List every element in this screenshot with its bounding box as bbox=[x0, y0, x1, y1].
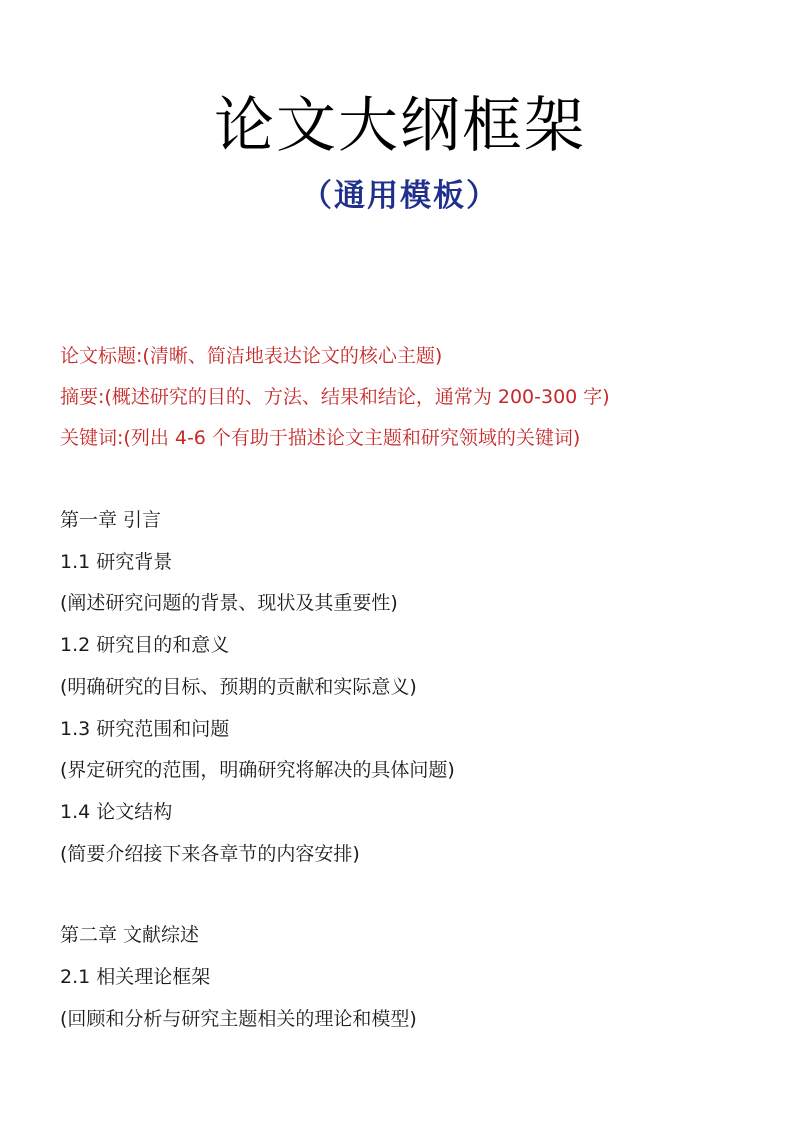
section-note: (阐述研究问题的背景、现状及其重要性) bbox=[60, 592, 398, 615]
section-heading: 1.2 研究目的和意义 bbox=[60, 634, 230, 657]
page-subtitle: （通用模板） bbox=[301, 178, 499, 214]
section-heading: 1.3 研究范围和问题 bbox=[60, 717, 230, 740]
section-heading: 1.4 论文结构 bbox=[60, 800, 173, 823]
chapter-1 bbox=[60, 500, 455, 875]
section-note: (回顾和分析与研究主题相关的理论和模型) bbox=[60, 1007, 417, 1030]
outline bbox=[60, 500, 455, 1080]
section-heading: 2.1 相关理论框架 bbox=[60, 966, 211, 989]
meta-block bbox=[60, 336, 610, 459]
section-note: (界定研究的范围，明确研究将解决的具体问题) bbox=[60, 759, 455, 782]
section-heading: 1.1 研究背景 bbox=[60, 550, 173, 573]
meta-line-keywords: 关键词:(列出 4-6 个有助于描述论文主题和研究领域的关键词) bbox=[60, 427, 581, 449]
meta-line-title: 论文标题:(清晰、简洁地表达论文的核心主题) bbox=[60, 345, 443, 367]
section-note: (明确研究的目标、预期的贡献和实际意义) bbox=[60, 675, 417, 698]
section-note: (简要介绍接下来各章节的内容安排) bbox=[60, 842, 360, 865]
chapter-heading: 第二章 文献综述 bbox=[60, 924, 200, 947]
meta-line-abstract: 摘要:(概述研究的目的、方法、结果和结论，通常为 200-300 字) bbox=[60, 386, 610, 408]
page-title: 论文大纲框架 bbox=[214, 91, 586, 161]
chapter-2 bbox=[60, 915, 455, 1040]
chapter-heading: 第一章 引言 bbox=[60, 509, 162, 531]
